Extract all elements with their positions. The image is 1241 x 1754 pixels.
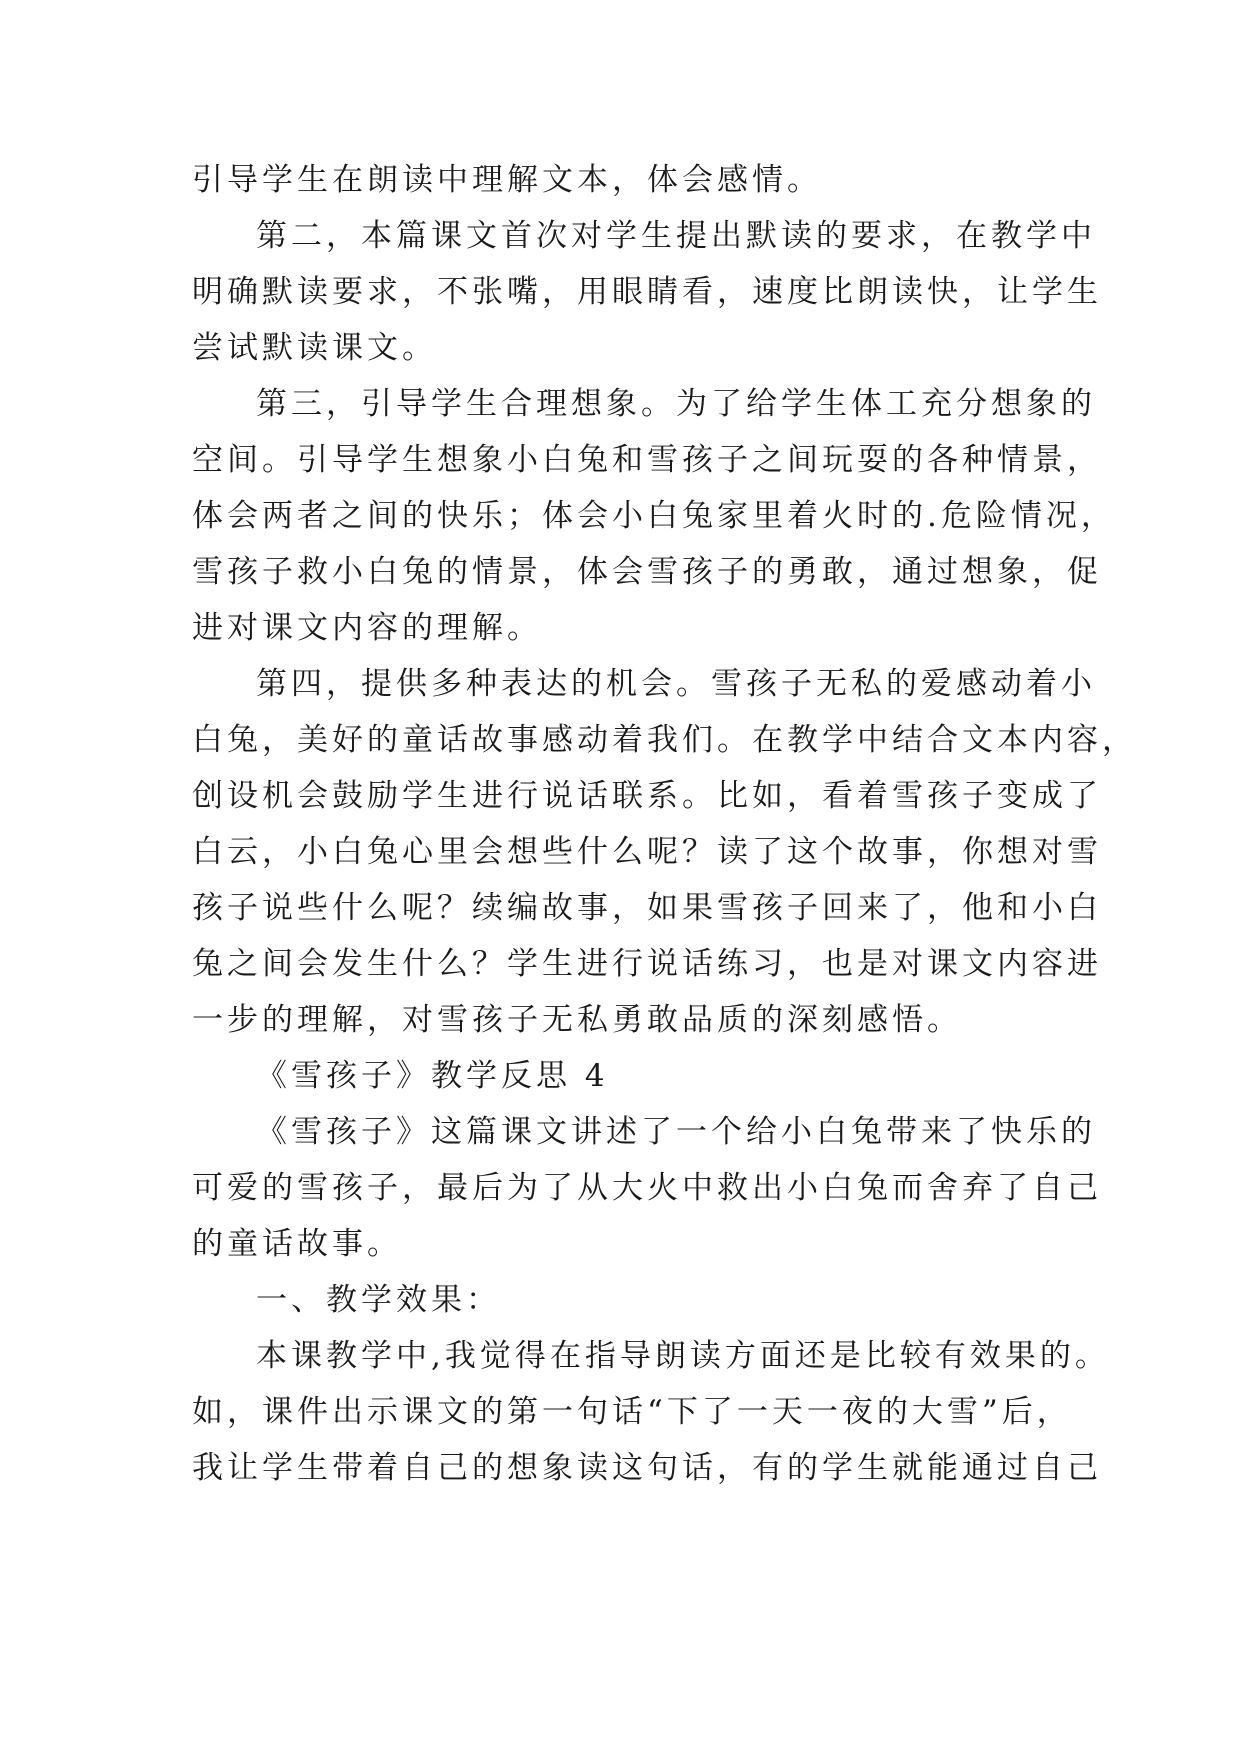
- text-line: 引导学生在朗读中理解文本，体会感情。: [192, 162, 822, 198]
- text-line: 的童话故事。: [192, 1226, 402, 1262]
- text-line: 《雪孩子》这篇课文讲述了一个给小白兔带来了快乐的: [256, 1114, 1096, 1150]
- text-line: 空间。引导学生想象小白兔和雪孩子之间玩耍的各种情景，: [192, 442, 1102, 478]
- section-heading: 《雪孩子》教学反思 4: [256, 1058, 609, 1094]
- text-line: 我让学生带着自己的想象读这句话，有的学生就能通过自己: [192, 1450, 1102, 1486]
- text-line: 白兔，美好的童话故事感动着我们。在教学中结合文本内容，: [192, 722, 1137, 758]
- text-line: 白云，小白兔心里会想些什么呢？读了这个故事，你想对雪: [192, 834, 1102, 870]
- text-line: 第四，提供多种表达的机会。雪孩子无私的爱感动着小: [256, 666, 1096, 702]
- text-line: 尝试默读课文。: [192, 330, 437, 366]
- text-line: 兔之间会发生什么？学生进行说话练习，也是对课文内容进: [192, 946, 1102, 982]
- text-line: 明确默读要求，不张嘴，用眼睛看，速度比朗读快，让学生: [192, 274, 1102, 310]
- text-line: 一步的理解，对雪孩子无私勇敢品质的深刻感悟。: [192, 1002, 962, 1038]
- document-body: [192, 152, 1137, 1496]
- text-line: 本课教学中,我觉得在指导朗读方面还是比较有效果的。: [256, 1338, 1110, 1374]
- text-line: 如，课件出示课文的第一句话“下了一天一夜的大雪”后，: [192, 1394, 1072, 1430]
- text-line: 创设机会鼓励学生进行说话联系。比如，看着雪孩子变成了: [192, 778, 1102, 814]
- text-line: 第二，本篇课文首次对学生提出默读的要求，在教学中: [256, 218, 1096, 254]
- text-line: 体会两者之间的快乐；体会小白兔家里着火时的.危险情况，: [192, 498, 1116, 534]
- text-line: 雪孩子救小白兔的情景，体会雪孩子的勇敢，通过想象，促: [192, 554, 1102, 590]
- subsection-heading: 一、教学效果：: [256, 1282, 501, 1318]
- text-line: 第三，引导学生合理想象。为了给学生体工充分想象的: [256, 386, 1096, 422]
- text-line: 孩子说些什么呢？续编故事，如果雪孩子回来了，他和小白: [192, 890, 1102, 926]
- text-line: 进对课文内容的理解。: [192, 610, 542, 646]
- text-line: 可爱的雪孩子，最后为了从大火中救出小白兔而舍弃了自己: [192, 1170, 1102, 1206]
